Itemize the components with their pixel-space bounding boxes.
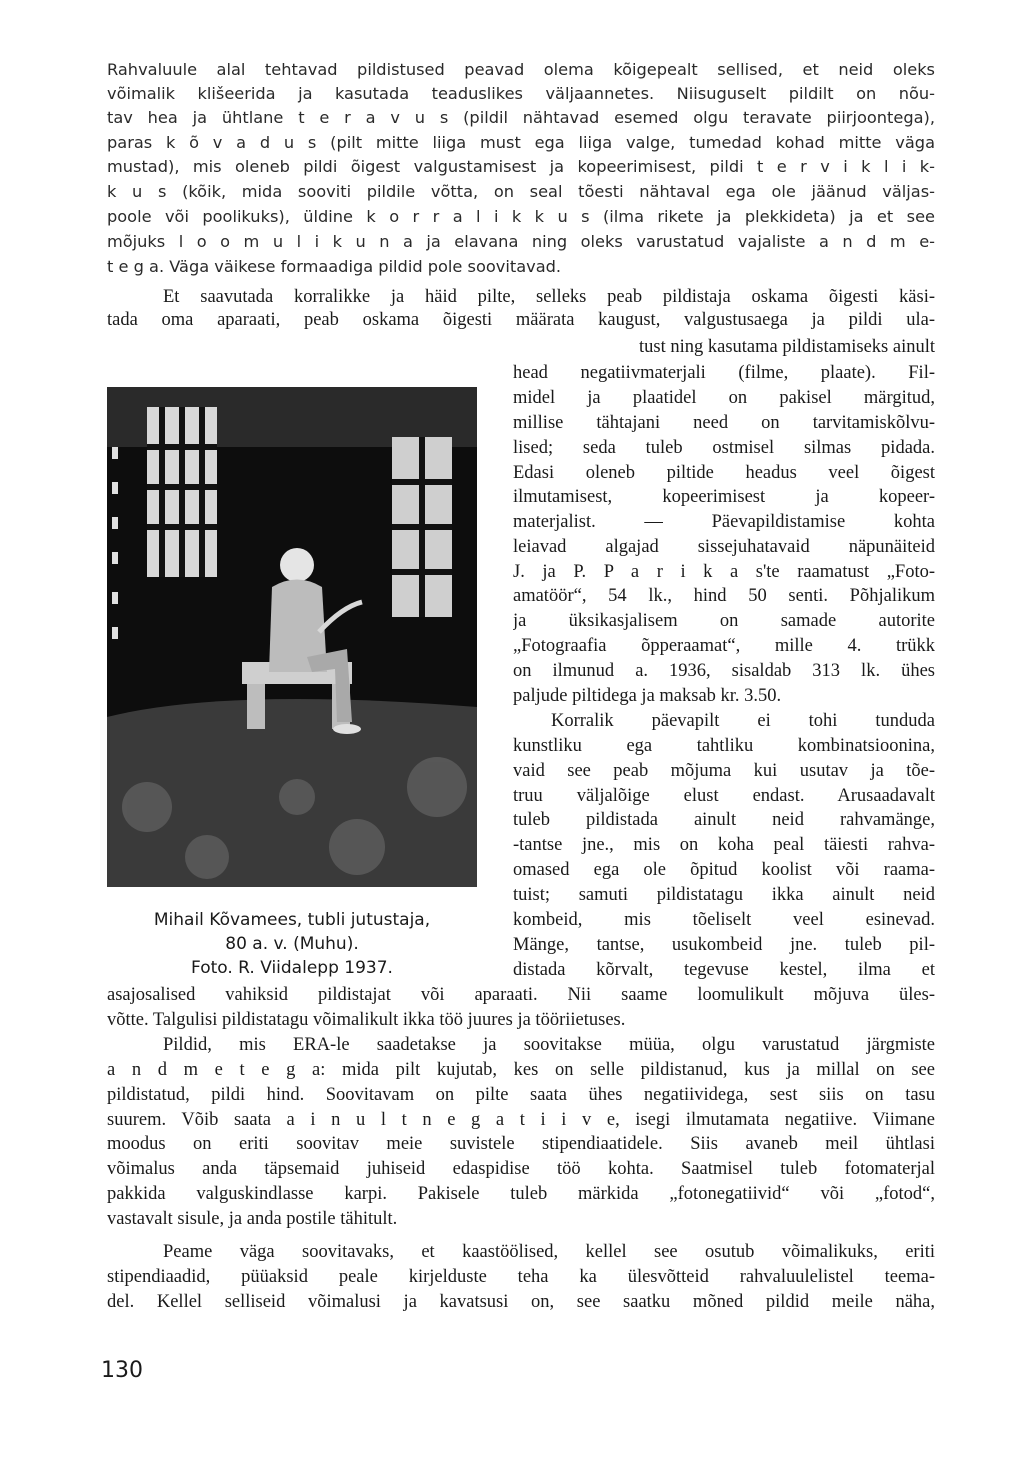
text-line: Mänge, tantse, usukombeid jne. tuleb pil-	[513, 935, 935, 955]
text-line: distada kõrvalt, tegevuse kestel, ilma et	[513, 960, 935, 980]
text-line: tav hea ja ühtlane t e r a v u s (pildil nähtavad esemed olgu teravate piirjoontega),	[107, 108, 935, 127]
text-line: „Fotograafia õpperaamat“, mille 4. trükk	[513, 636, 935, 656]
text-line: asajosalised vahiksid pildistajat või aparaati. Nii saame loomulikult mõjuva üles-	[107, 985, 935, 1005]
text-line: tust ning kasutama pildistamiseks ainult	[639, 337, 935, 357]
text-line: pildistatud, pildi hind. Soovitavam on pilte saata ühes negatiividega, sest siis on tasu	[107, 1085, 935, 1105]
text-line: tada oma aparaati, peab oskama õigesti määrata kaugust, valgustusaega ja pildi ula-	[107, 310, 935, 330]
text-line: J. ja P. P a r i k a s'te raamatust „Foto-	[513, 562, 935, 582]
text-line: Peame väga soovitavaks, et kaastöölised, kellel see osutub võimalikuks, eriti	[163, 1242, 935, 1262]
text-line: amatöör“, 54 lk., hind 50 senti. Põhjalikum	[513, 586, 935, 606]
text-line: t e g a. Väga väikese formaadiga pildid pole soovitavad.	[107, 257, 562, 276]
text-line: võimalus anda täpsemaid juhiseid edaspidise töö kohta. Saatmisel tuleb fotomaterjal	[107, 1159, 935, 1179]
text-line: kombeid, mis tõeliselt veel esinevad.	[513, 910, 935, 930]
text-line: moodus on eriti soovitav meie suvistele stipendiaatidele. Siis avaneb meil ühtlasi	[107, 1134, 935, 1154]
photo-image	[107, 387, 477, 887]
text-line: -tantse jne., mis on koha peal täiesti rahva-	[513, 835, 935, 855]
text-line: paras k õ v a d u s (pilt mitte liiga must ega liiga valge, tumedad kohad mitte väga	[107, 133, 935, 152]
text-line: mustad), mis oleneb pildi õigest valgustamisest ja kopeerimisest, pildi t e r v i k l i k-	[107, 157, 935, 176]
text-line: Edasi oleneb piltide headus veel õigest	[513, 463, 935, 483]
text-line: stipendiaadid, püüaksid peale kirjelduste teha ka ülesvõtteid rahvaluulelistel teema-	[107, 1267, 935, 1287]
text-line: Et saavutada korralikke ja häid pilte, selleks peab pildistaja oskama õigesti käsi-	[163, 287, 935, 307]
photo-caption	[107, 908, 477, 980]
photo-storyteller	[107, 387, 477, 887]
caption-line: Foto. R. Viidalepp 1937.	[191, 958, 393, 978]
text-line: vaid see peab mõjuma kui usutav ja tõe-	[513, 761, 935, 781]
text-line: vastavalt sisule, ja anda postile tähitult.	[107, 1209, 398, 1229]
text-line: midel ja plaatidel on pakisel märgitud,	[513, 388, 935, 408]
text-line: a n d m e t e g a: mida pilt kujutab, kes on selle pildistanud, kus ja millal on see	[107, 1060, 935, 1080]
text-line: Pildid, mis ERA-le saadetakse ja soovitakse müüa, olgu varustatud järgmiste	[163, 1035, 935, 1055]
caption-line: 80 a. v. (Muhu).	[225, 934, 359, 954]
text-line: del. Kellel selliseid võimalusi ja kavatsusi on, see saatku mõned pildid meile näha,	[107, 1292, 935, 1312]
text-line: võimalik klišeerida ja kasutada teaduslikes väljaannetes. Niisuguselt pildilt on nõu-	[107, 84, 935, 103]
text-line: kunstliku ega tahtliku kombinatsioonina,	[513, 736, 935, 756]
text-line: k u s (kõik, mida sooviti pildile võtta, on seal tõesti nähtaval ega ole jäänud väljas-	[107, 182, 935, 201]
text-line: suurem. Võib saata a i n u l t n e g a t i i v e, isegi ilmutamata negatiive. Viimane	[107, 1110, 935, 1130]
text-line: tuleb pildistada ainult neid rahvamänge,	[513, 810, 935, 830]
text-line: leiavad algajad sissejuhatavaid näpunäiteid	[513, 537, 935, 557]
text-line: ja üksikasjalisem on samade autorite	[513, 611, 935, 631]
text-line: millise tähtajani need on tarvitamiskõlvu-	[513, 413, 935, 433]
text-line: omased ega ole õpitud koolist või raama-	[513, 860, 935, 880]
text-line: võtte. Talgulisi pildistatagu võimalikult ikka töö juures ja tööriietuses.	[107, 1010, 626, 1030]
page-number: 130	[101, 1358, 143, 1383]
text-line: poole või poolikuks), üldine k o r r a l i k k u s (ilma rikete ja plekkideta) ja et see	[107, 207, 935, 226]
caption-line: Mihail Kõvamees, tubli jutustaja,	[153, 910, 431, 930]
text-line: truu väljalõige elust endast. Arusaadavalt	[513, 786, 935, 806]
text-line: ilmutamisest, kopeerimisest ja kopeer-	[513, 487, 935, 507]
text-line: mõjuks l o o m u l i k u n a ja elavana ning oleks varustatud vajaliste a n d m e-	[107, 232, 935, 251]
text-line: paljude piltidega ja maksab kr. 3.50.	[513, 686, 782, 706]
text-line: lised; seda tuleb ostmisel silmas pidada.	[513, 438, 935, 458]
text-line: pakkida valguskindlasse karpi. Pakisele tuleb märkida „fotonegatiivid“ või „fotod“,	[107, 1184, 935, 1204]
text-line: Rahvaluule alal tehtavad pildistused peavad olema kõigepealt sellised, et neid oleks	[107, 60, 935, 79]
text-line: head negatiivmaterjali (filme, plaate). Fil-	[513, 363, 935, 383]
text-line: Korralik päevapilt ei tohi tunduda	[551, 711, 935, 731]
text-line: materjalist. — Päevapildistamise kohta	[513, 512, 935, 532]
text-line: on ilmunud a. 1936, sisaldab 313 lk. ühes	[513, 661, 935, 681]
text-line: tuist; samuti pildistatagu ikka ainult neid	[513, 885, 935, 905]
